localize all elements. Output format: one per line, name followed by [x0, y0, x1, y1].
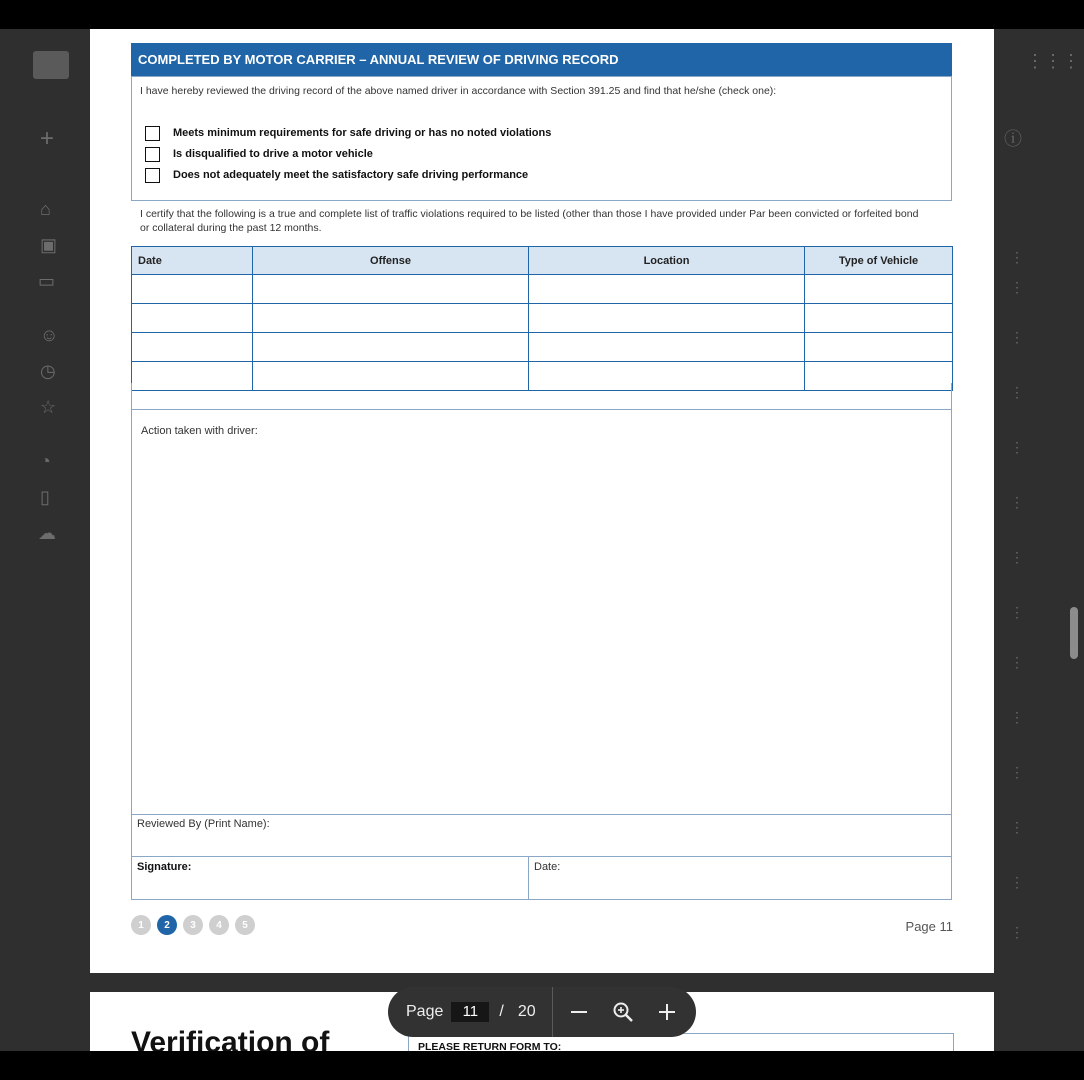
- step-dot: 3: [183, 915, 203, 935]
- pdf-viewer: [0, 29, 1084, 1051]
- zoom-fit-button[interactable]: [609, 998, 637, 1026]
- more-vert-icon: ⋮: [1010, 819, 1024, 835]
- checkbox-label: Is disqualified to drive a motor vehicle: [173, 148, 373, 160]
- table-cell[interactable]: [805, 275, 953, 304]
- more-vert-icon: ⋮: [1010, 924, 1024, 940]
- more-vert-icon: ⋮: [1010, 654, 1024, 670]
- checkbox-meets-requirements[interactable]: [145, 126, 160, 141]
- violations-table: [131, 246, 953, 391]
- column-header-date: Date: [132, 247, 253, 275]
- table-cell[interactable]: [529, 333, 805, 362]
- more-vert-icon: ⋮: [1010, 384, 1024, 400]
- more-vert-icon: ⋮: [1010, 549, 1024, 565]
- total-pages: 20: [517, 1003, 536, 1020]
- home-icon: ⌂: [40, 199, 51, 219]
- page-separator: /: [499, 1003, 504, 1020]
- vertical-scrollbar[interactable]: [1070, 607, 1078, 659]
- checkbox-row[interactable]: [145, 146, 373, 162]
- page-number: Page 11: [905, 919, 953, 934]
- action-taken-field[interactable]: [131, 409, 952, 815]
- column-header-vehicle-type: Type of Vehicle: [805, 247, 953, 275]
- zoom-in-magnifier-icon: [612, 1001, 634, 1023]
- app-logo-icon: [33, 51, 69, 79]
- more-vert-icon: ⋮: [1010, 874, 1024, 890]
- table-cell[interactable]: [132, 333, 253, 362]
- table-cell[interactable]: [132, 304, 253, 333]
- spam-icon: ◔: [40, 451, 51, 471]
- more-vert-icon: ⋮: [1010, 494, 1024, 510]
- next-page-heading: Verification of: [131, 1026, 330, 1051]
- computers-icon: ▭: [38, 271, 56, 291]
- checkbox-not-adequate[interactable]: [145, 168, 160, 183]
- action-taken-label: Action taken with driver:: [141, 425, 258, 437]
- table-row: [132, 333, 953, 362]
- info-icon: ⓘ: [1004, 129, 1022, 149]
- checkbox-row[interactable]: [145, 125, 551, 141]
- date-label: Date:: [534, 861, 561, 873]
- zoom-out-button[interactable]: [565, 998, 593, 1026]
- table-cell[interactable]: [529, 304, 805, 333]
- apps-grid-icon: ⋮⋮⋮: [1026, 51, 1080, 71]
- plus-icon: [657, 1002, 677, 1022]
- step-dot-active: 2: [157, 915, 177, 935]
- more-vert-icon: ⋮: [1010, 249, 1024, 265]
- table-header-row: [132, 247, 953, 275]
- table-row: [132, 304, 953, 333]
- table-cell[interactable]: [132, 275, 253, 304]
- signature-label: Signature:: [137, 861, 192, 873]
- more-vert-icon: ⋮: [1010, 604, 1024, 620]
- checkbox-label: Meets minimum requirements for safe driving or has no noted violations: [173, 127, 552, 139]
- column-header-location: Location: [529, 247, 805, 275]
- review-statement: I have hereby reviewed the driving record of the above named driver in accordance with Section 391.25 and find that he/she (check one):: [140, 85, 777, 97]
- more-vert-icon: ⋮: [1010, 709, 1024, 725]
- table-cell[interactable]: [253, 304, 529, 333]
- zoom-in-button[interactable]: [653, 998, 681, 1026]
- table-row: [132, 275, 953, 304]
- minus-icon: [569, 1002, 589, 1022]
- certify-statement: I certify that the following is a true and complete list of traffic violations required to be listed (other than those I have provided under Par been convicted or forfeited bond or collateral during the past 12 months.: [140, 208, 919, 234]
- starred-icon: ☆: [40, 397, 57, 417]
- pdf-page: [90, 29, 994, 973]
- storage-icon: ☁: [38, 523, 56, 543]
- reviewed-by-label: Reviewed By (Print Name):: [137, 818, 270, 830]
- toolbar-divider: [552, 987, 553, 1037]
- column-header-offense: Offense: [253, 247, 529, 275]
- checkbox-disqualified[interactable]: [145, 147, 160, 162]
- return-form-label: PLEASE RETURN FORM TO:: [418, 1041, 562, 1051]
- section-header: COMPLETED BY MOTOR CARRIER – ANNUAL REVIEW OF DRIVING RECORD: [131, 43, 952, 76]
- more-vert-icon: ⋮: [1010, 279, 1024, 295]
- table-cell[interactable]: [805, 304, 953, 333]
- table-cell[interactable]: [805, 333, 953, 362]
- step-dot: 4: [209, 915, 229, 935]
- section-step-indicator: [131, 915, 261, 935]
- table-cell[interactable]: [253, 333, 529, 362]
- step-dot: 1: [131, 915, 151, 935]
- new-plus-icon: +: [40, 125, 55, 152]
- trash-icon: ▯: [40, 487, 50, 507]
- table-cell[interactable]: [529, 275, 805, 304]
- drive-icon: ▣: [40, 235, 58, 255]
- more-vert-icon: ⋮: [1010, 439, 1024, 455]
- date-field[interactable]: [528, 856, 952, 900]
- pdf-toolbar: [388, 987, 696, 1037]
- recent-icon: ◷: [40, 361, 56, 381]
- checkbox-row[interactable]: [145, 167, 528, 183]
- table-cell[interactable]: [253, 275, 529, 304]
- checkbox-label: Does not adequately meet the satisfactory safe driving performance: [173, 169, 529, 181]
- more-vert-icon: ⋮: [1010, 329, 1024, 345]
- shared-icon: ☺: [40, 325, 59, 345]
- more-vert-icon: ⋮: [1010, 764, 1024, 780]
- spacer-row: [131, 383, 952, 410]
- page-label: Page: [406, 1003, 444, 1020]
- current-page-input[interactable]: 11: [451, 1002, 489, 1022]
- step-dot: 5: [235, 915, 255, 935]
